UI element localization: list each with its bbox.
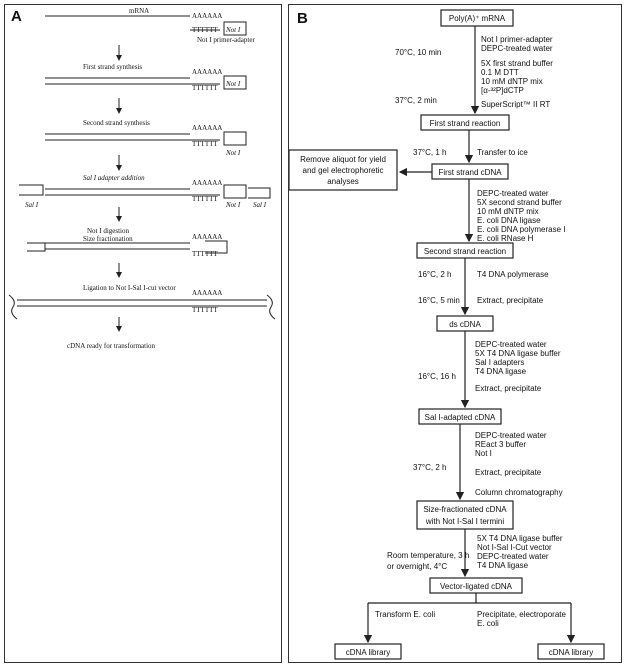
reagent-5-line-2: 5X second strand buffer [477,198,562,207]
sal-adapted-text: Sal I-adapted cDNA [424,413,496,422]
reagent-10-line-2: REact 3 buffer [475,440,526,449]
panel-a-diagram [5,5,283,664]
step-noti-digestion: Not I digestion [87,227,129,235]
size-fractionated-line-1: Size-fractionated cDNA [423,505,507,514]
step-ligation: Ligation to Not I-Sal I-cut vector [83,284,176,292]
reagent-8-line-3: Sal I adapters [475,358,525,367]
polyt-text: TTTTTT [192,26,218,34]
reagent-2-line-3: 10 mM dNTP mix [481,77,543,86]
panel-b [288,4,622,663]
reagent-1-line-1: Not I primer-adapter [481,35,553,44]
noti-text: Not I [226,201,241,209]
reagent-1-line-2: DEPC-treated water [481,44,553,53]
primer-adapter-label: Not I primer-adapter [197,36,255,44]
condition-6: 16°C, 16 h [418,372,456,381]
reagent-13-line-3: DEPC-treated water [477,552,549,561]
reagent-13-line-2: Not I-Sal I-Cut vector [477,543,552,552]
polya-text: AAAAAA [192,179,223,187]
reagent-5-line-6: E. coli RNase H [477,234,534,243]
reagent-5-line-1: DEPC-treated water [477,189,549,198]
step-first-strand: First strand synthesis [83,63,143,71]
polya-mrna-text: Poly(A)⁺ mRNA [448,14,506,23]
noti-text: Not I [226,149,241,157]
polya-text: AAAAAA [192,12,223,20]
reagent-7: Extract, precipitate [477,296,544,305]
reagent-13-line-1: 5X T4 DNA ligase buffer [477,534,563,543]
remove-aliquot-line-3: analyses [327,177,359,186]
panel-a [4,4,282,663]
reagent-8-line-1: DEPC-treated water [475,340,547,349]
reagent-4: Transfer to ice [477,148,528,157]
reagent-8-line-2: 5X T4 DNA ligase buffer [475,349,561,358]
reagent-14: Transform E. coli [375,610,436,619]
reagent-2-line-2: 0.1 M DTT [481,68,519,77]
condition-7: 37°C, 2 h [413,463,447,472]
noti-text: Not I [226,26,241,34]
condition-1: 70°C, 10 min [395,48,442,57]
reagent-5-line-4: E. coli DNA ligase [477,216,541,225]
remove-aliquot-line-2: and gel electrophoretic [302,166,384,175]
condition-8-line-2: or overnight, 4°C [387,562,448,571]
condition-4: 16°C, 2 h [418,270,452,279]
mrna-label: mRNA [129,7,150,15]
library-left-text: cDNA library [345,648,391,657]
library-right-text: cDNA library [548,648,594,657]
reagent-2-line-1: 5X first strand buffer [481,59,553,68]
reagent-13-line-4: T4 DNA ligase [477,561,529,570]
reagent-2-line-4: [α-³²P]dCTP [481,86,524,95]
reagent-15-line-2: E. coli [477,619,499,628]
condition-2: 37°C, 2 min [395,96,437,105]
condition-5: 16°C, 5 min [418,296,460,305]
first-strand-cdna-text: First strand cDNA [438,168,502,177]
polya-text: AAAAAA [192,233,223,241]
polyt-text: TTTTTT [192,306,218,314]
step-second-strand: Second strand synthesis [83,119,150,127]
panel-b-label: B [297,10,308,27]
reagent-9: Extract, precipitate [475,384,542,393]
polya-text: AAAAAA [192,124,223,132]
noti-text: Not I [226,80,241,88]
reagent-10-line-1: DEPC-treated water [475,431,547,440]
reagent-3: SuperScript™ II RT [481,100,551,109]
size-fractionated-line-2: with Not I-Sal I termini [425,517,505,526]
step-size-fractionation: Size fractionation [83,235,133,243]
polyt-text: TTTTTT [192,195,218,203]
polya-text: AAAAAA [192,68,223,76]
ds-cdna-text: ds cDNA [449,320,481,329]
reagent-5-line-5: E. coli DNA polymerase I [477,225,566,234]
panel-a-label: A [11,8,22,25]
reagent-12: Column chromatography [475,488,563,497]
reagent-6: T4 DNA polymerase [477,270,549,279]
polyt-text: TTTTTT [192,84,218,92]
sali-text: Sal I [253,201,267,209]
polyt-text: TTTTTT [192,140,218,148]
reagent-15-line-1: Precipitate, electroporate [477,610,566,619]
reagent-5-line-3: 10 mM dNTP mix [477,207,539,216]
reagent-10-line-3: Not I [475,449,492,458]
condition-3: 37°C, 1 h [413,148,447,157]
step-cdna-ready: cDNA ready for transformation [67,342,156,350]
panel-b-flowchart [289,5,623,664]
condition-8-line-1: Room temperature, 3 h [387,551,470,560]
second-strand-reaction-text: Second strand reaction [423,247,507,256]
reagent-8-line-4: T4 DNA ligase [475,367,527,376]
first-strand-reaction-text: First strand reaction [429,119,501,128]
vector-ligated-text: Vector-ligated cDNA [439,582,513,591]
sali-text: Sal I [25,201,39,209]
step-sal-adapter: Sal I adapter addition [83,174,145,182]
reagent-11: Extract, precipitate [475,468,542,477]
remove-aliquot-line-1: Remove aliquot for yield [300,155,386,164]
polya-text: AAAAAA [192,289,223,297]
polyt-text: TTTTTT [192,250,218,258]
